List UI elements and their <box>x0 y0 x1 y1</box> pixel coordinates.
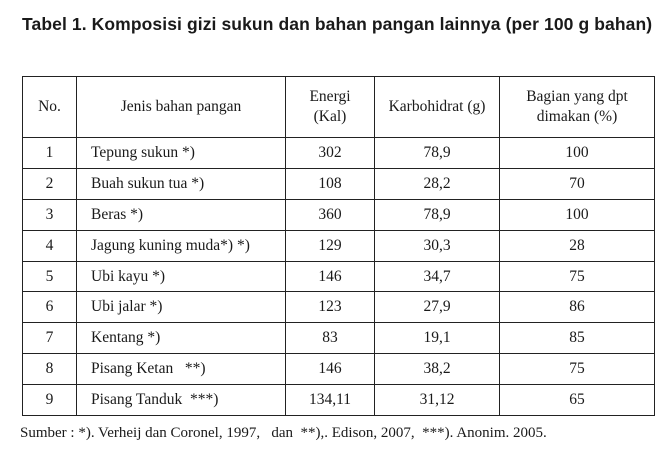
cell-name: Tepung sukun *) <box>77 138 286 169</box>
table-row <box>23 261 655 292</box>
header-carb: Karbohidrat (g) <box>375 77 500 138</box>
cell-name: Buah sukun tua *) <box>77 168 286 199</box>
cell-name: Kentang *) <box>77 323 286 354</box>
table-row <box>23 323 655 354</box>
cell-energy: 134,11 <box>286 385 375 416</box>
nutrition-table <box>22 76 655 416</box>
header-no: No. <box>23 77 77 138</box>
cell-edible: 28 <box>500 230 655 261</box>
table-body <box>23 138 655 416</box>
cell-carb: 31,12 <box>375 385 500 416</box>
table-row <box>23 230 655 261</box>
cell-edible: 65 <box>500 385 655 416</box>
header-edible <box>500 77 655 138</box>
table-row <box>23 354 655 385</box>
cell-name: Beras *) <box>77 199 286 230</box>
cell-carb: 28,2 <box>375 168 500 199</box>
cell-edible: 100 <box>500 199 655 230</box>
cell-name: Pisang Ketan **) <box>77 354 286 385</box>
cell-energy: 108 <box>286 168 375 199</box>
cell-no: 5 <box>23 261 77 292</box>
header-edible-line1: Bagian yang dpt <box>526 88 628 105</box>
table-row <box>23 385 655 416</box>
cell-name: Pisang Tanduk ***) <box>77 385 286 416</box>
cell-no: 8 <box>23 354 77 385</box>
header-energy <box>286 77 375 138</box>
table-row <box>23 138 655 169</box>
cell-carb: 34,7 <box>375 261 500 292</box>
cell-energy: 83 <box>286 323 375 354</box>
table-header <box>23 77 655 138</box>
table-row <box>23 292 655 323</box>
cell-name: Jagung kuning muda*) *) <box>77 230 286 261</box>
cell-name: Ubi kayu *) <box>77 261 286 292</box>
cell-no: 2 <box>23 168 77 199</box>
cell-no: 6 <box>23 292 77 323</box>
cell-energy: 146 <box>286 354 375 385</box>
header-edible-line2: dimakan (%) <box>536 108 618 125</box>
source-note: Sumber : *). Verheij dan Coronel, 1997, dan **),. Edison, 2007, ***). Anonim. 2005. <box>20 425 547 441</box>
cell-carb: 27,9 <box>375 292 500 323</box>
cell-edible: 75 <box>500 354 655 385</box>
cell-name: Ubi jalar *) <box>77 292 286 323</box>
cell-energy: 360 <box>286 199 375 230</box>
cell-edible: 86 <box>500 292 655 323</box>
table-title: Tabel 1. Komposisi gizi sukun dan bahan pangan lainnya (per 100 g bahan) <box>22 14 653 34</box>
header-energy-line2: (Kal) <box>313 108 347 125</box>
cell-no: 9 <box>23 385 77 416</box>
table-row <box>23 199 655 230</box>
cell-carb: 19,1 <box>375 323 500 354</box>
header-energy-line1: Energi <box>309 88 351 105</box>
cell-edible: 100 <box>500 138 655 169</box>
header-name: Jenis bahan pangan <box>77 77 286 138</box>
cell-carb: 30,3 <box>375 230 500 261</box>
cell-energy: 129 <box>286 230 375 261</box>
cell-carb: 78,9 <box>375 138 500 169</box>
cell-no: 7 <box>23 323 77 354</box>
cell-edible: 70 <box>500 168 655 199</box>
cell-edible: 75 <box>500 261 655 292</box>
cell-energy: 123 <box>286 292 375 323</box>
table-row <box>23 168 655 199</box>
cell-edible: 85 <box>500 323 655 354</box>
cell-carb: 38,2 <box>375 354 500 385</box>
cell-no: 4 <box>23 230 77 261</box>
cell-no: 3 <box>23 199 77 230</box>
cell-no: 1 <box>23 138 77 169</box>
header-row <box>23 77 655 138</box>
cell-energy: 302 <box>286 138 375 169</box>
cell-carb: 78,9 <box>375 199 500 230</box>
cell-energy: 146 <box>286 261 375 292</box>
